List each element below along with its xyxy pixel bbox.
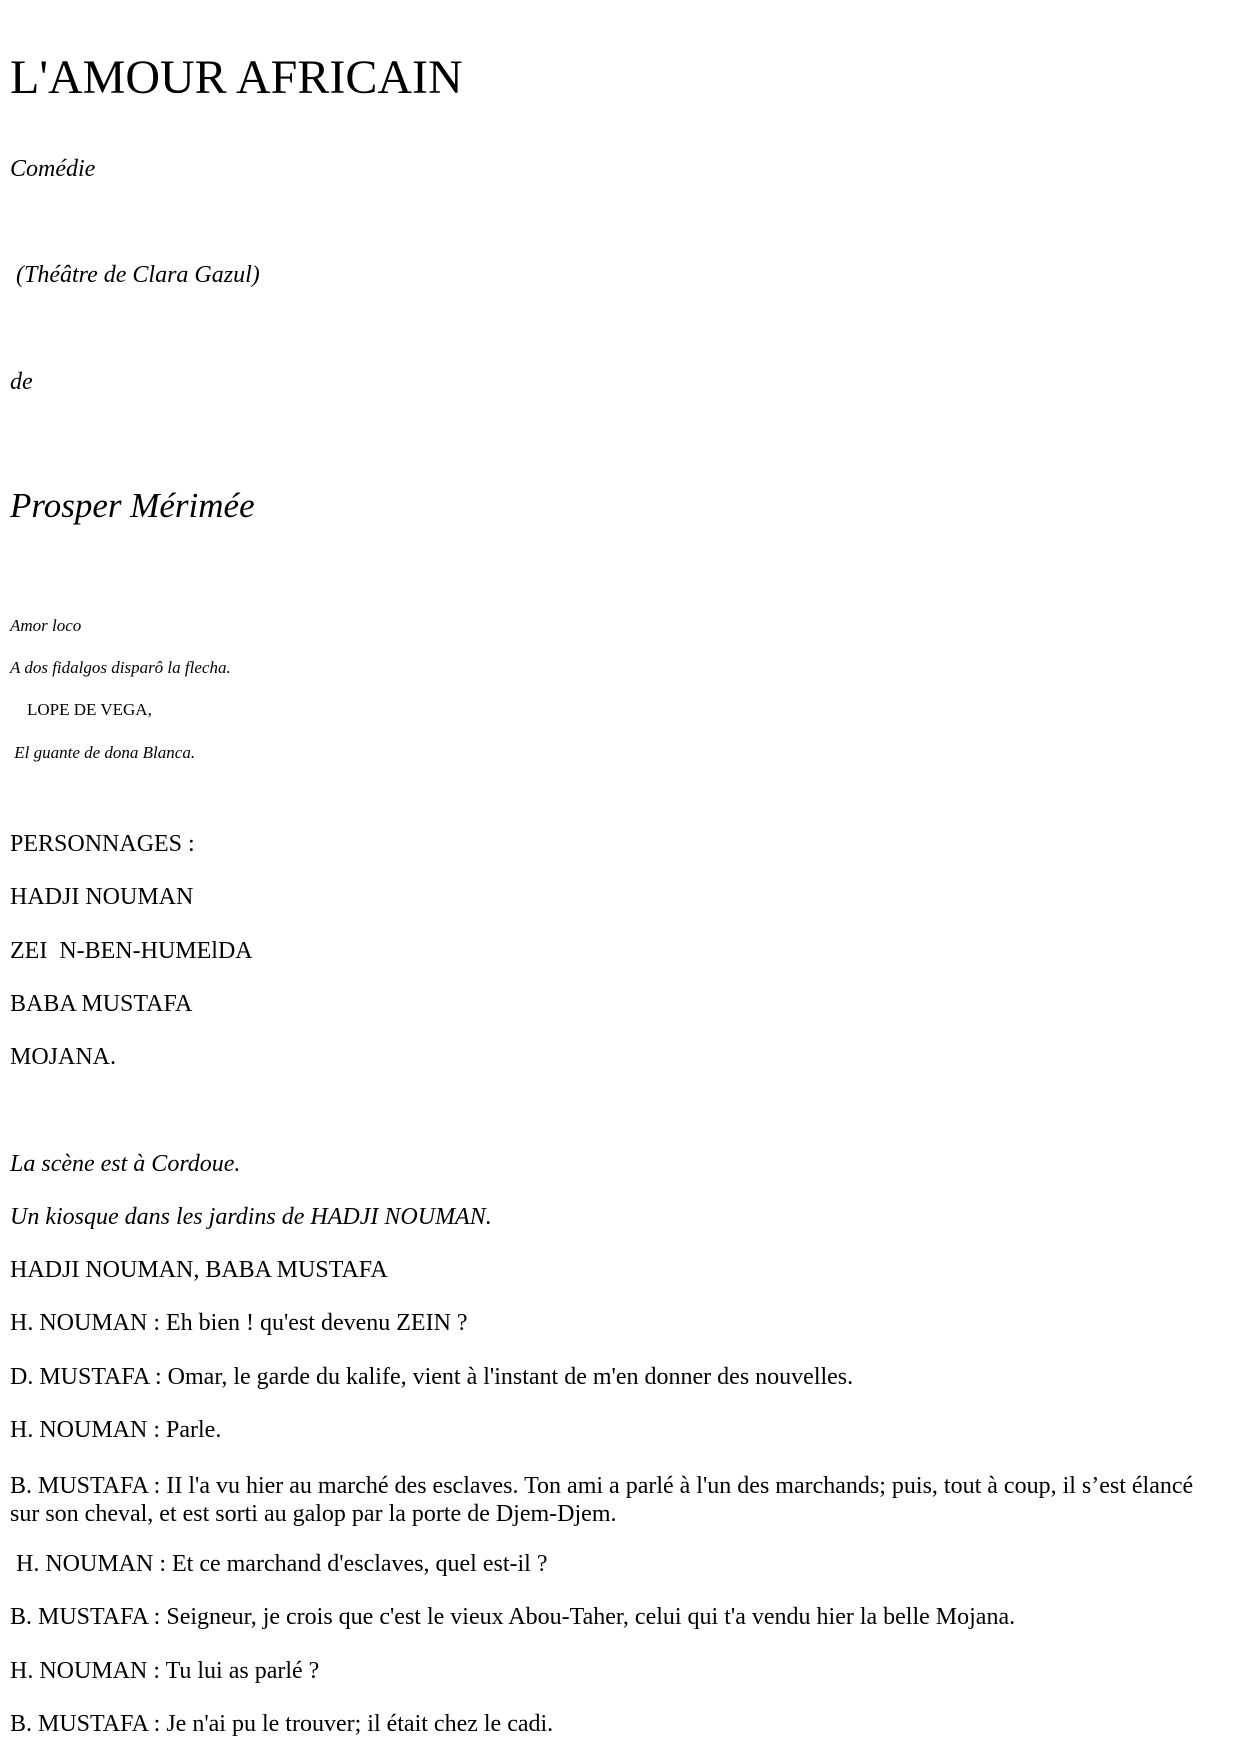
epigraph-line: A dos fidalgos disparô la flecha.	[10, 658, 231, 677]
characters-heading: PERSONNAGES :	[10, 831, 195, 857]
byline-de: de	[10, 369, 33, 395]
genre-label: Comédie	[10, 156, 96, 182]
dialogue-line: H. NOUMAN : Eh bien ! qu'est devenu ZEIN ?	[10, 1310, 468, 1336]
collection-label: (Théâtre de Clara Gazul)	[10, 262, 260, 288]
character-item: BABA MUSTAFA	[10, 991, 193, 1017]
character-item: MOJANA.	[10, 1044, 117, 1070]
document-title: L'AMOUR AFRICAIN	[10, 51, 463, 104]
epigraph-work: El guante de dona Blanca.	[10, 743, 196, 762]
scene-characters: HADJI NOUMAN, BABA MUSTAFA	[10, 1257, 388, 1283]
dialogue-line: D. MUSTAFA : Omar, le garde du kalife, vient à l'instant de m'en donner des nouvelles.	[10, 1364, 854, 1390]
dialogue-line: B. MUSTAFA : Seigneur, je crois que c'est le vieux Abou-Taher, celui qui t'a vendu hier la belle Mojana.	[10, 1604, 1016, 1630]
character-item: ZEI N-BEN-HUMElDA	[10, 938, 253, 964]
setting-scene: Un kiosque dans les jardins de HADJI NOUMAN.	[10, 1204, 492, 1230]
dialogue-line: H. NOUMAN : Tu lui as parlé ?	[10, 1658, 320, 1684]
setting-place: La scène est à Cordoue.	[10, 1151, 241, 1177]
dialogue-line: H. NOUMAN : Et ce marchand d'esclaves, quel est-il ?	[10, 1551, 548, 1577]
epigraph-attribution: LOPE DE VEGA,	[10, 700, 152, 719]
dialogue-line: H. NOUMAN : Parle.	[10, 1417, 222, 1443]
author-name: Prosper Mérimée	[10, 486, 255, 525]
dialogue-line: B. MUSTAFA : II l'a vu hier au marché des esclaves. Ton ami a parlé à l'un des marchands; puis, tout à coup, il s’est élancé sur son cheval, et est sorti au galop par la porte de Djem-Djem.	[10, 1473, 1194, 1527]
dialogue-line: B. MUSTAFA : Je n'ai pu le trouver; il était chez le cadi.	[10, 1711, 554, 1737]
character-item: HADJI NOUMAN	[10, 884, 194, 910]
epigraph-line: Amor loco	[10, 616, 82, 635]
